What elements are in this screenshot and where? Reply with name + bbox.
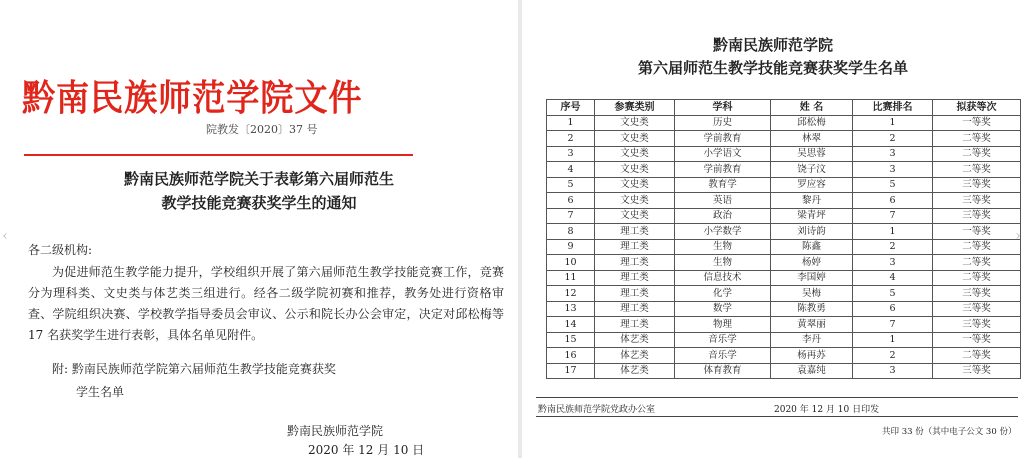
table-cell: 政治 (675, 208, 771, 224)
table-cell: 3 (853, 146, 933, 162)
table-cell: 文史类 (595, 131, 675, 147)
table-row (547, 131, 1021, 147)
table-row (547, 286, 1021, 302)
table-cell: 陈鑫 (771, 239, 853, 255)
list-title-line-1: 黔南民族师范学院 (712, 36, 833, 54)
table-cell: 体艺类 (595, 332, 675, 348)
table-cell: 化学 (675, 286, 771, 302)
table-cell: 三等奖 (933, 286, 1021, 302)
table-cell: 陈教勇 (771, 301, 853, 317)
table-cell: 15 (547, 332, 595, 348)
table-row (547, 208, 1021, 224)
table-cell: 二等奖 (933, 270, 1021, 286)
footer-divider-top (536, 397, 1018, 398)
table-cell: 黎丹 (771, 193, 853, 209)
table-cell: 3 (853, 363, 933, 379)
table-cell: 三等奖 (933, 301, 1021, 317)
table-cell: 2 (853, 131, 933, 147)
table-cell: 1 (853, 224, 933, 240)
table-row (547, 348, 1021, 364)
attachment-line-2: 学生名单 (76, 385, 125, 399)
award-table (546, 99, 1021, 379)
table-cell: 3 (547, 146, 595, 162)
table-cell: 6 (853, 193, 933, 209)
table-cell: 体艺类 (595, 348, 675, 364)
table-cell: 二等奖 (933, 131, 1021, 147)
table-cell: 小学语文 (675, 146, 771, 162)
table-cell: 三等奖 (933, 177, 1021, 193)
table-cell: 11 (547, 270, 595, 286)
table-cell: 三等奖 (933, 193, 1021, 209)
table-cell: 文史类 (595, 162, 675, 178)
document-header: 黔南民族师范学院文件 (22, 77, 363, 119)
footer-print-date: 2020 年 12 月 10 日印发 (774, 405, 880, 415)
table-cell: 二等奖 (933, 146, 1021, 162)
table-row (547, 146, 1021, 162)
footer-divider-bottom (536, 416, 1018, 417)
red-divider (24, 154, 413, 156)
table-cell: 杨婷 (771, 255, 853, 271)
table-cell: 7 (547, 208, 595, 224)
table-row (547, 177, 1021, 193)
table-cell: 饶子汶 (771, 162, 853, 178)
table-cell: 3 (853, 162, 933, 178)
table-cell: 10 (547, 255, 595, 271)
table-cell: 信息技术 (675, 270, 771, 286)
table-cell: 17 (547, 363, 595, 379)
table-header-cell: 学科 (675, 100, 771, 116)
table-cell: 刘诗韵 (771, 224, 853, 240)
table-cell: 二等奖 (933, 348, 1021, 364)
notice-title-line-2: 教学技能竞赛获奖学生的通知 (161, 194, 357, 212)
table-cell: 理工类 (595, 286, 675, 302)
table-cell: 4 (853, 270, 933, 286)
table-cell: 音乐学 (675, 332, 771, 348)
notice-title-line-1: 黔南民族师范学院关于表彰第六届师范生 (123, 170, 394, 188)
table-header-cell: 序号 (547, 100, 595, 116)
table-row (547, 115, 1021, 131)
table-cell: 9 (547, 239, 595, 255)
table-cell: 学前教育 (675, 162, 771, 178)
footer-copies: 共印 33 份（其中电子公文 30 份） (882, 427, 1017, 437)
table-cell: 罗应容 (771, 177, 853, 193)
previous-page-arrow-icon[interactable]: ‹ (2, 228, 8, 244)
table-cell: 历史 (675, 115, 771, 131)
table-row (547, 239, 1021, 255)
table-cell: 黄翠丽 (771, 317, 853, 333)
table-cell: 1 (853, 115, 933, 131)
table-cell: 13 (547, 301, 595, 317)
table-row (547, 363, 1021, 379)
table-cell: 文史类 (595, 208, 675, 224)
table-cell: 3 (853, 255, 933, 271)
table-cell: 吴梅 (771, 286, 853, 302)
table-cell: 李国婷 (771, 270, 853, 286)
table-cell: 生物 (675, 255, 771, 271)
table-cell: 音乐学 (675, 348, 771, 364)
table-cell: 理工类 (595, 270, 675, 286)
table-cell: 1 (547, 115, 595, 131)
table-cell: 2 (547, 131, 595, 147)
footer-office: 黔南民族师范学院党政办公室 (538, 405, 656, 415)
table-cell: 理工类 (595, 239, 675, 255)
table-cell: 5 (547, 177, 595, 193)
table-cell: 2 (853, 348, 933, 364)
table-cell: 理工类 (595, 255, 675, 271)
next-page-arrow-icon[interactable]: › (1015, 228, 1021, 244)
table-cell: 文史类 (595, 193, 675, 209)
table-cell: 体育教育 (675, 363, 771, 379)
table-cell: 16 (547, 348, 595, 364)
table-cell: 三等奖 (933, 208, 1021, 224)
table-cell: 文史类 (595, 115, 675, 131)
table-row (547, 224, 1021, 240)
table-cell: 三等奖 (933, 317, 1021, 333)
table-cell: 6 (853, 301, 933, 317)
table-cell: 生物 (675, 239, 771, 255)
table-cell: 物理 (675, 317, 771, 333)
table-cell: 14 (547, 317, 595, 333)
table-body (547, 115, 1021, 379)
table-row (547, 255, 1021, 271)
table-cell: 4 (547, 162, 595, 178)
table-cell: 理工类 (595, 317, 675, 333)
table-row (547, 317, 1021, 333)
table-header-cell: 姓 名 (771, 100, 853, 116)
attachment-line-1: 附: 黔南民族师范学院第六届师范生教学技能竞赛获奖 (52, 362, 336, 376)
table-cell: 英语 (675, 193, 771, 209)
signing-date: 2020 年 12 月 10 日 (308, 443, 425, 457)
body-paragraph: 为促进师范生教学能力提升，学校组织开展了第六届师范生教学技能竞赛工作，竞赛分为理科类、文史类与体艺类三组进行。经各二级学院初赛和推荐，教务处进行资格审查、学院组织决赛、学校教学指导委员会审议、公示和院长办公会审定，决定对邱松梅等 17 名获奖学生进行表彰，具体名单见附件。 (28, 265, 504, 342)
table-cell: 7 (853, 208, 933, 224)
table-cell: 二等奖 (933, 239, 1021, 255)
list-title-line-2: 第六届师范生教学技能竞赛获奖学生名单 (637, 59, 908, 77)
table-cell: 文史类 (595, 146, 675, 162)
table-row (547, 270, 1021, 286)
table-row (547, 162, 1021, 178)
table-cell: 教育学 (675, 177, 771, 193)
document-number: 院教发〔2020〕37 号 (206, 123, 318, 136)
table-cell: 吴思蓉 (771, 146, 853, 162)
table-cell: 二等奖 (933, 255, 1021, 271)
table-cell: 5 (853, 177, 933, 193)
table-cell: 邱松梅 (771, 115, 853, 131)
table-cell: 文史类 (595, 177, 675, 193)
table-header-cell: 比赛排名 (853, 100, 933, 116)
table-row (547, 301, 1021, 317)
table-row (547, 193, 1021, 209)
table-cell: 2 (853, 239, 933, 255)
table-header-cell: 参赛类别 (595, 100, 675, 116)
table-cell: 梁青坪 (771, 208, 853, 224)
table-cell: 小学数学 (675, 224, 771, 240)
table-cell: 5 (853, 286, 933, 302)
table-cell: 一等奖 (933, 224, 1021, 240)
table-cell: 二等奖 (933, 162, 1021, 178)
table-cell: 袁嘉纯 (771, 363, 853, 379)
table-cell: 李丹 (771, 332, 853, 348)
table-cell: 杨再苏 (771, 348, 853, 364)
table-cell: 数学 (675, 301, 771, 317)
table-cell: 学前教育 (675, 131, 771, 147)
table-header-row (547, 100, 1021, 116)
table-cell: 林翠 (771, 131, 853, 147)
table-cell: 理工类 (595, 301, 675, 317)
right-document-page (522, 0, 1024, 458)
table-cell: 一等奖 (933, 115, 1021, 131)
table-cell: 1 (853, 332, 933, 348)
signing-organization: 黔南民族师范学院 (287, 424, 384, 438)
table-cell: 8 (547, 224, 595, 240)
table-cell: 一等奖 (933, 332, 1021, 348)
table-row (547, 332, 1021, 348)
table-cell: 6 (547, 193, 595, 209)
table-cell: 12 (547, 286, 595, 302)
table-header-cell: 拟获等次 (933, 100, 1021, 116)
table-cell: 7 (853, 317, 933, 333)
table-cell: 体艺类 (595, 363, 675, 379)
table-cell: 理工类 (595, 224, 675, 240)
table-cell: 三等奖 (933, 363, 1021, 379)
salutation: 各二级机构: (28, 243, 93, 257)
